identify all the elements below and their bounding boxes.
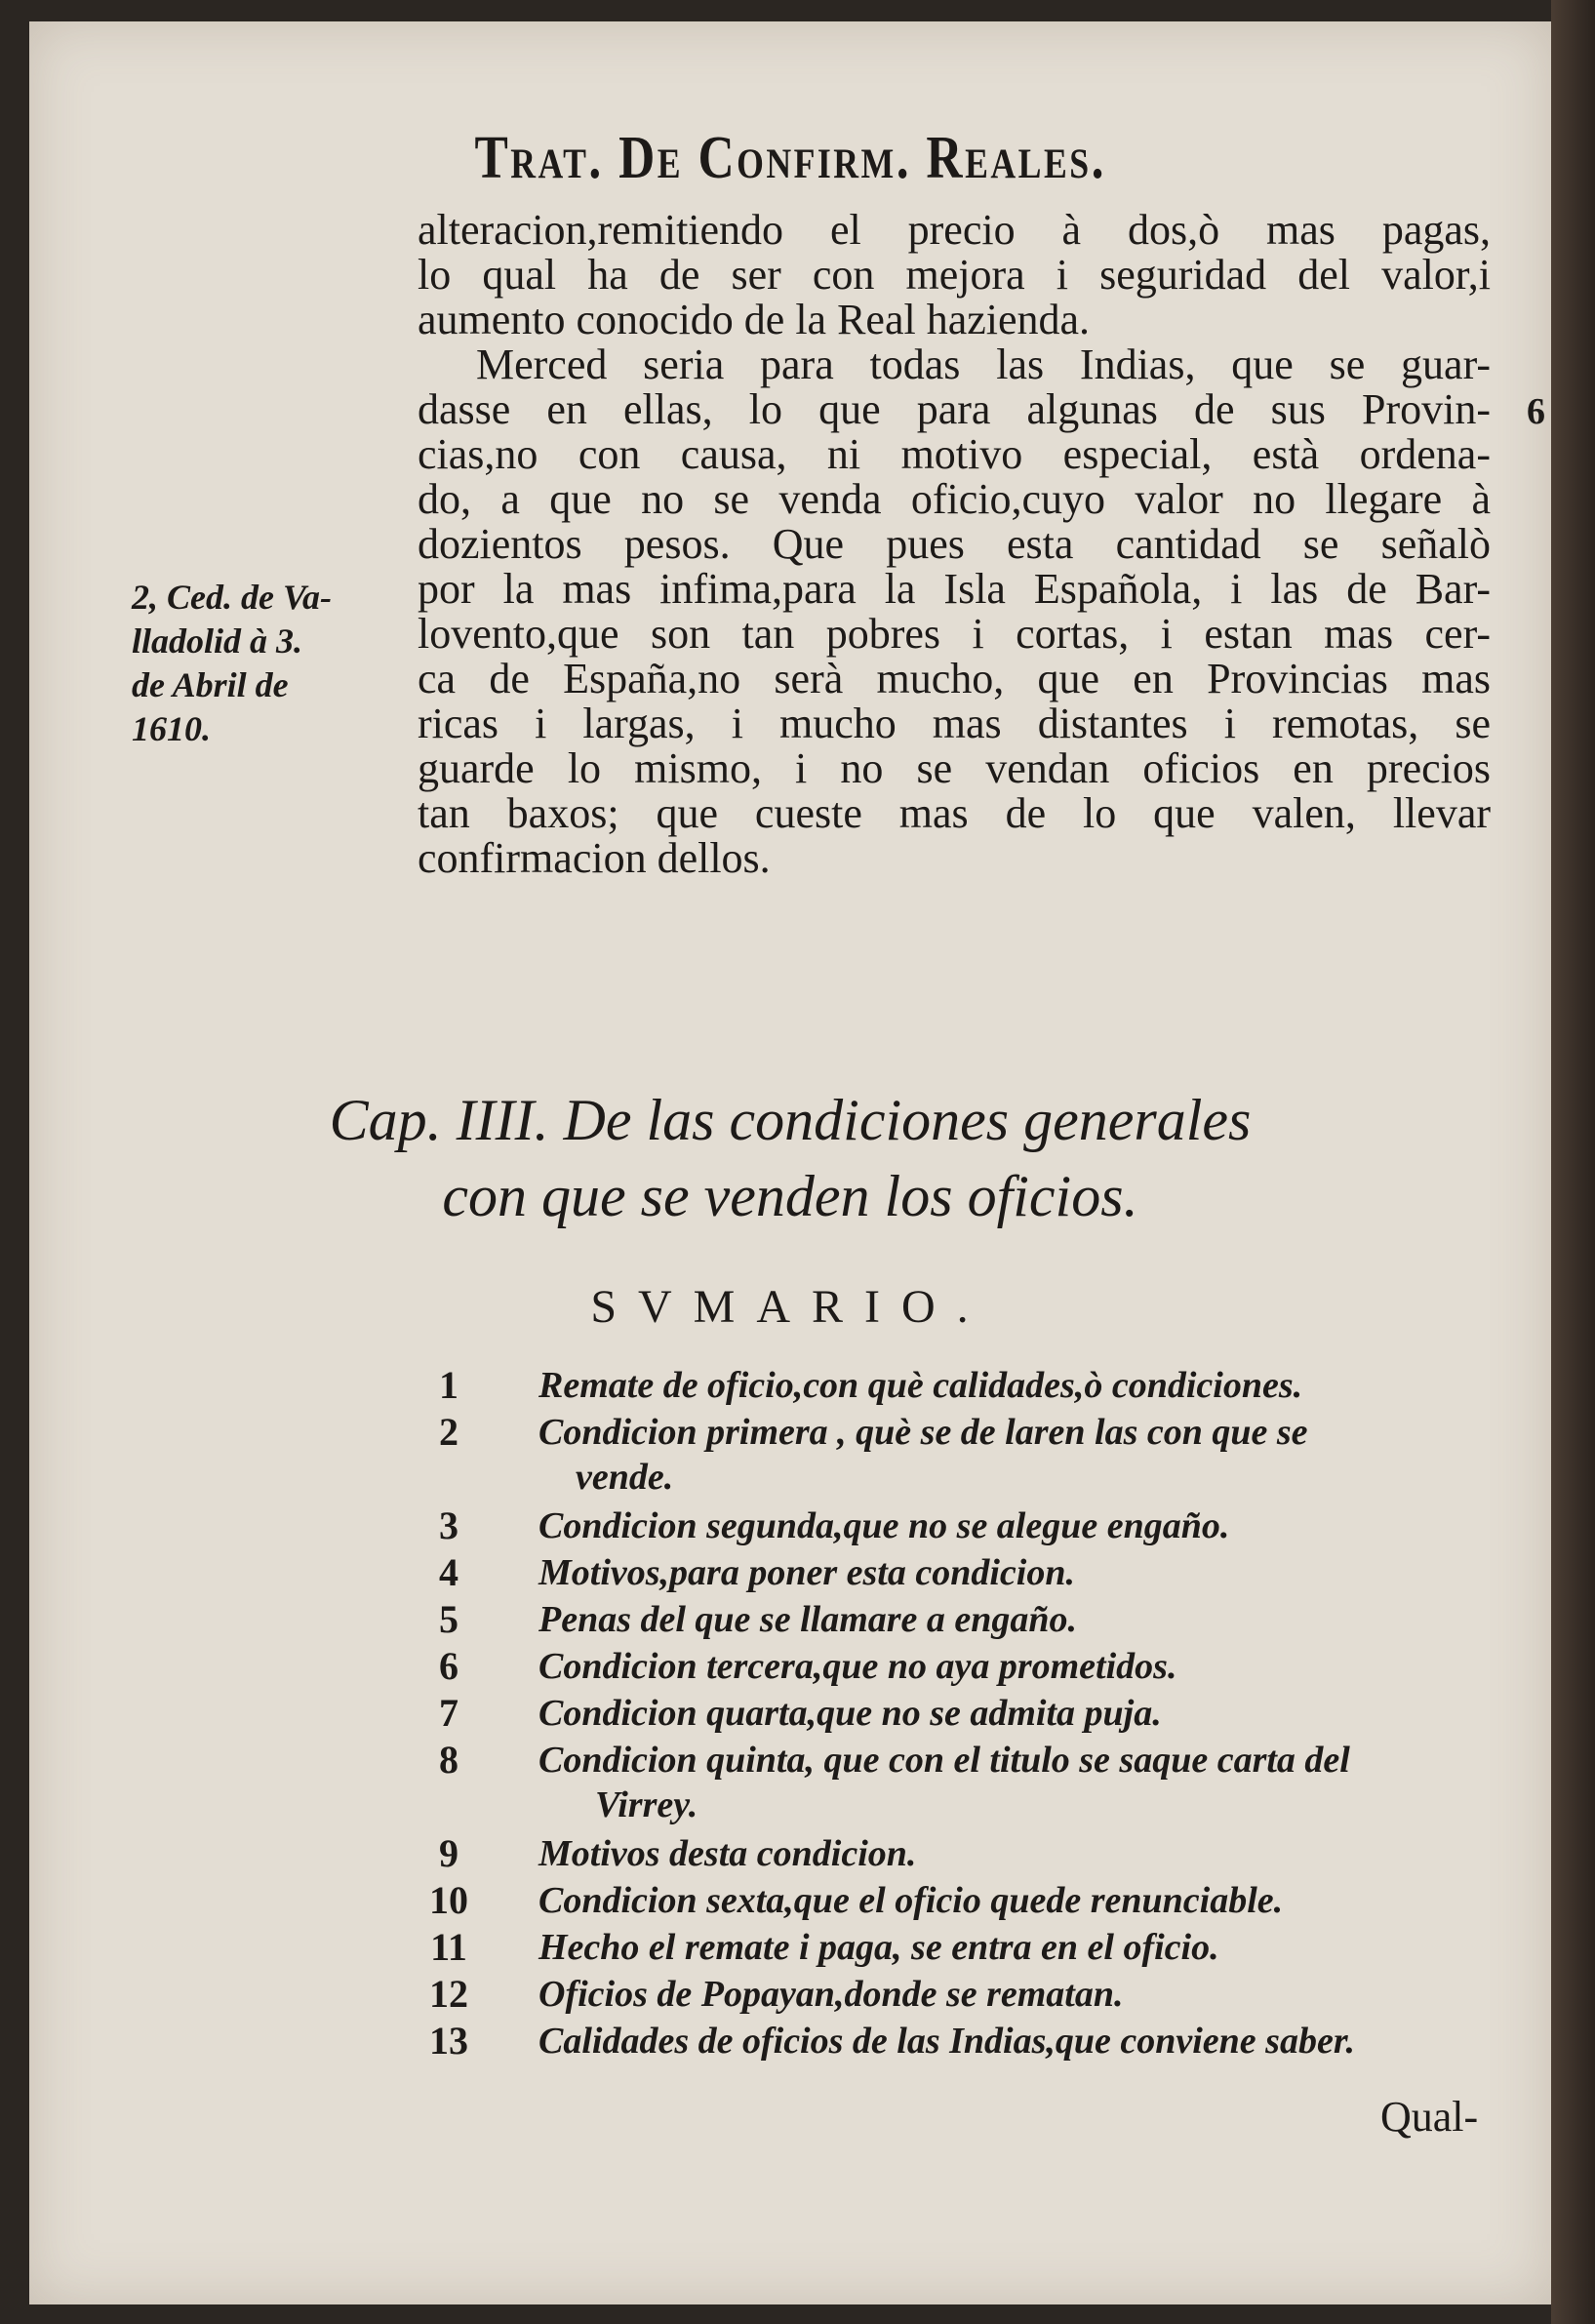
body-line: cias,no con causa, ni motivo especial, està ordena- (418, 430, 1491, 478)
sumario-item (419, 1550, 1512, 1595)
sumario-text: Condicion quinta, que con el titulo se saque carta del (538, 1740, 1350, 1781)
sumario-number: 13 (429, 2019, 468, 2063)
sumario-number: 2 (439, 1410, 459, 1454)
body-line: do, a que no se venda oficio,cuyo valor no llegare à (418, 475, 1491, 523)
sumario-text: Hecho el remate i paga, se entra en el oficio. (538, 1927, 1219, 1968)
chapter-title-line-1: Cap. IIII. De las condiciones generales (329, 1088, 1252, 1152)
sumario-text: Condicion sexta,que el oficio quede renunciable. (538, 1880, 1284, 1921)
sumario-text: Penas del que se llamare a engaño. (538, 1599, 1078, 1640)
sumario-heading: SVMARIO. (590, 1281, 990, 1333)
body-line: tan baxos; que cueste mas de lo que valen, llevar (418, 789, 1491, 837)
running-head: Trat. De Confirm. Reales. (474, 125, 1106, 191)
sumario-text: Calidades de oficios de las Indias,que conviene saber. (538, 2021, 1356, 2062)
sumario-number: 3 (439, 1503, 459, 1547)
sumario-number: 5 (439, 1597, 459, 1641)
sumario-number: 4 (439, 1550, 459, 1594)
sumario-text: Condicion segunda,que no se alegue engaño. (538, 1505, 1230, 1546)
sumario-item (419, 1831, 1512, 1876)
body-line: alteracion,remitiendo el precio à dos,ò mas pagas, (418, 206, 1491, 254)
sumario-text: Remate de oficio,con què calidades,ò condiciones. (538, 1365, 1303, 1406)
sumario-text-continued: Virrey. (595, 1784, 698, 1825)
sumario-text: Condicion primera , què se de laren las con que se (538, 1412, 1308, 1453)
sumario-item (419, 1644, 1512, 1689)
sumario-number: 8 (439, 1738, 459, 1782)
sumario-item (419, 1597, 1512, 1642)
sumario-number: 10 (429, 1878, 468, 1922)
sumario-item (419, 1410, 1512, 1502)
body-line: Merced seria para todas las Indias, que se guar- (476, 341, 1491, 388)
sumario-number: 6 (439, 1644, 459, 1688)
body-line: dasse en ellas, lo que para algunas de sus Provin- (418, 385, 1491, 433)
chapter-title-line-2: con que se venden los oficios. (442, 1164, 1138, 1228)
body-line: por la mas infima,para la Isla Española, i las de Bar- (418, 565, 1491, 613)
sumario-text: Oficios de Popayan,donde se rematan. (538, 1974, 1124, 2015)
sumario-item (419, 1878, 1512, 1923)
margin-note-line: de Abril de (132, 665, 289, 704)
catchword: Qual- (1380, 2093, 1479, 2141)
sumario-item (419, 1363, 1512, 1408)
sumario-item (419, 1738, 1512, 1829)
body-line: lovento,que son tan pobres i cortas, i estan mas cer- (418, 610, 1491, 658)
sumario-item (419, 1925, 1512, 1970)
body-line: ca de España,no serà mucho, que en Provincias mas (418, 655, 1491, 702)
sumario-text: Condicion tercera,que no aya prometidos. (538, 1646, 1177, 1687)
sumario-item (419, 1503, 1512, 1548)
body-line: aumento conocido de la Real hazienda. (418, 296, 1091, 343)
body-line: guarde lo mismo, i no se vendan oficios en precios (418, 744, 1491, 792)
sumario-item (419, 2019, 1512, 2064)
body-line: lo qual ha de ser con mejora i seguridad del valor,i (418, 251, 1491, 299)
sumario-item (419, 1691, 1512, 1736)
sumario-number: 9 (439, 1831, 459, 1875)
sumario-text: Motivos,para poner esta condicion. (538, 1552, 1075, 1593)
body-line: dozientos pesos. Que pues esta cantidad se señalò (418, 520, 1491, 568)
sumario-text: Motivos desta condicion. (538, 1833, 917, 1874)
sumario-number: 11 (430, 1925, 467, 1969)
margin-note-line: 2, Ced. de Va- (132, 578, 332, 617)
sumario-item (419, 1972, 1512, 2017)
sumario-number: 7 (439, 1691, 459, 1735)
sumario-number: 1 (439, 1363, 459, 1407)
margin-note-line: lladolid à 3. (132, 621, 303, 661)
body-line: confirmacion dellos. (418, 834, 771, 882)
margin-number: 6 (1527, 391, 1545, 432)
book-edge (1551, 0, 1595, 2324)
sumario-text-continued: vende. (576, 1457, 674, 1498)
sumario-number: 12 (429, 1972, 468, 2016)
book-page (29, 21, 1551, 2304)
margin-note-line: 1610. (132, 709, 211, 748)
body-line: ricas i largas, i mucho mas distantes i remotas, se (418, 700, 1491, 747)
sumario-text: Condicion quarta,que no se admita puja. (538, 1693, 1162, 1734)
